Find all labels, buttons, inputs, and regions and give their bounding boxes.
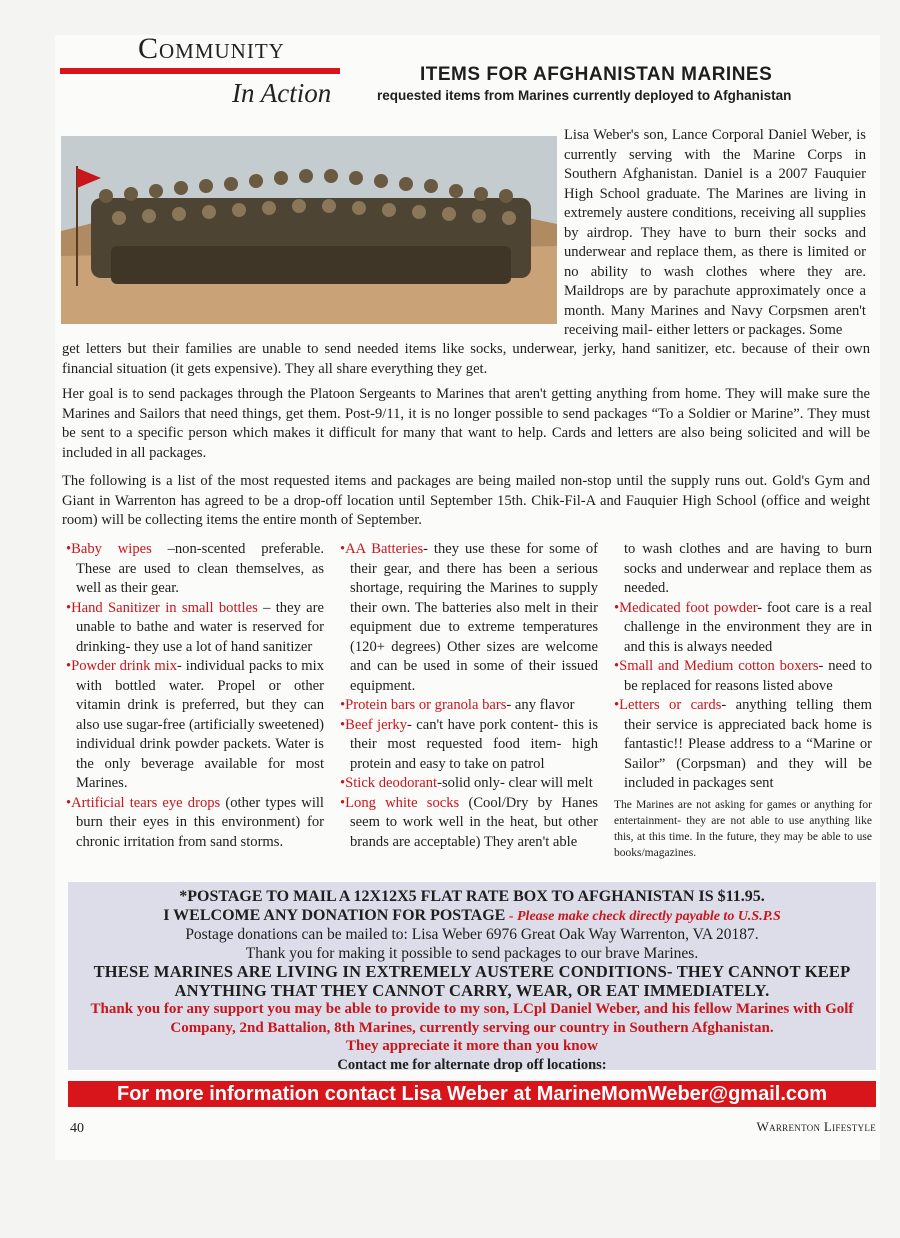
support-thanks: Thank you for any support you may be able to provide to my son, LCpl Daniel Weber, and his fellow Marines with Golf Company, 2nd Battalion, 8th Marines, currently serving our country in Southern Afghanistan. (90, 1001, 854, 1036)
item-desc: - any flavor (506, 697, 575, 713)
article-paragraph-2: Her goal is to send packages through the Platoon Sergeants to Marines that aren't getting anything from home. They will make sure the Marines and Sailors that need things, get them. Post-9/11, it is no longer possible to send packages “To a Soldier or Marine”. They must be sent to a specific person which makes it difficult for many that want to help. Cards and letters are also being solicited and will be included in all packages. (62, 386, 870, 461)
item-desc: –non-scented preferable. These are used to clean themselves, as well as their gear. (76, 541, 324, 596)
article-headline: ITEMS FOR AFGHANISTAN MARINES (420, 64, 773, 85)
item-desc: - need to be replaced for reasons listed above (624, 658, 872, 694)
items-column-3 (614, 540, 872, 861)
alternate-dropoff-line: Contact me for alternate drop off locations: (337, 1056, 607, 1073)
item-desc: - they use these for some of their gear, and there has been a serious shortage, requiring the Marines to supply their own. The batteries also melt in their equipment due to extreme temperatures (120+ degrees) Other sizes are welcome and can be used in some of their issued equipment. (350, 541, 599, 694)
section-subtitle: In Action (232, 78, 332, 108)
item-name: •Stick deodorant (340, 775, 438, 791)
item-name: •Beef jerky (340, 716, 408, 733)
list-item (340, 774, 598, 794)
photo-illustration (61, 136, 557, 324)
marines-group-photo (61, 136, 557, 324)
item-name: •Long white socks (340, 794, 460, 811)
austere-conditions-notice: THESE MARINES ARE LIVING IN EXTREMELY AUSTERE CONDITIONS- THEY CANNOT KEEP ANYTHING THAT THEY CANNOT CARRY, WEAR, OR EAT IMMEDIATELY. (93, 962, 851, 1000)
item-desc: (other types will burn their eyes in this environment) for chronic irritation from sand storms. (76, 794, 324, 850)
section-rule (60, 68, 340, 74)
appreciation-line: They appreciate it more than you know (346, 1038, 598, 1054)
item-desc: - foot care is a real challenge in the environment they are in and this is always needed (624, 599, 873, 655)
item-name: •Baby wipes (66, 541, 152, 557)
article-intro: Lisa Weber's son, Lance Corporal Daniel Weber, is currently serving with the Marine Corps in Southern Afghanistan. Daniel is a 2007 Fauquier High School graduate. The Marines are living in extremely austere conditions, receiving all supplies by airdrop. They have to burn their socks and underwear and replace them, as there is limited or no ability to wash clothes where they are. Maildrops are by parachute approximately once a month. Many Marines and Navy Corpsmen aren't receiving mail- either letters or packages. Some (564, 127, 866, 338)
section-title: Community (138, 32, 285, 65)
list-item (340, 794, 598, 853)
postage-address: Postage donations can be mailed to: Lisa Weber 6976 Great Oak Way Warrenton, VA 20187. (185, 926, 759, 943)
item-desc: - anything telling them their service is appreciated back home is fantastic!! Please address to a “Marine or Sailor” (Corpsman) and they will be included in packages sent (624, 697, 872, 791)
item-desc: - can't have pork content- this is their most requested food item- high protein and easy to take on patrol (350, 716, 599, 772)
item-desc: (Cool/Dry by Hanes seem to work well in the heat, but other brands are acceptable) They aren't able (350, 794, 598, 850)
item-name: •Letters or cards (614, 697, 722, 713)
entertainment-note: The Marines are not asking for games or anything for entertainment- they are not able to use anything like this, at this time. In the future, they may be able to use books/magazines. (614, 798, 872, 859)
item-name: •Small and Medium cotton boxers (614, 658, 819, 674)
item-name: •Artificial tears eye drops (66, 794, 221, 811)
page-number: 40 (70, 1121, 84, 1136)
item-desc: - individual packs to mix with bottled water. Propel or other vitamin drink is preferred, but they can also use sugar-free (artificially sweetened) individual drink powder packets. Water is the only beverage available for most Marines. (76, 658, 324, 791)
list-item (614, 599, 872, 658)
item-desc: -solid only- clear will melt (437, 775, 593, 791)
article-subheadline: requested items from Marines currently deployed to Afghanistan (377, 88, 792, 103)
item-name: •Medicated foot powder (614, 599, 758, 616)
postage-thanks: Thank you for making it possible to send packages to our brave Marines. (245, 944, 699, 962)
postage-line-2: I WELCOME ANY DONATION FOR POSTAGE - Please make check directly payable to U.S.P.S (163, 906, 781, 924)
list-item (66, 599, 324, 658)
item-name: •Powder drink mix (66, 658, 178, 674)
postage-box (68, 882, 876, 1073)
postage-line-1: *POSTAGE TO MAIL A 12X12X5 FLAT RATE BOX TO AFGHANISTAN IS $11.95. (179, 888, 765, 905)
list-item (614, 696, 872, 794)
article-paragraph-3: The following is a list of the most requested items and packages are being mailed non-stop until the supply runs out. Gold's Gym and Giant in Warrenton has agreed to be a drop-off location until September 15th. Chik-Fil-A and Fauquier High School (office and weight room) will be collecting items the entire month of September. (62, 473, 870, 528)
article-intro-continued: get letters but their families are unable to send needed items like socks, underwear, jerky, hand sanitizer, etc. because of their own financial situation (it gets expensive). They all share everything they get. (62, 341, 870, 377)
item-desc: to wash clothes and are having to burn socks and underwear and replace them as needed. (624, 541, 872, 596)
list-item (66, 540, 324, 599)
list-item (340, 540, 598, 696)
list-item (340, 716, 598, 775)
list-item (66, 657, 324, 794)
list-item (340, 696, 598, 716)
magazine-name: Warrenton Lifestyle (756, 1119, 876, 1134)
list-item (66, 794, 324, 853)
item-name: •AA Batteries (340, 541, 424, 557)
list-item (614, 657, 872, 696)
items-column-2 (340, 540, 598, 852)
item-name: •Hand Sanitizer in small bottles (66, 599, 258, 616)
item-name: •Protein bars or granola bars (340, 697, 507, 713)
contact-banner: For more information contact Lisa Weber at MarineMomWeber@gmail.com (68, 1081, 876, 1107)
list-item-continued (614, 540, 872, 599)
items-column-1 (66, 540, 324, 852)
item-desc: – they are unable to bathe and water is reserved for drinking- they use a lot of hand sanitizer (76, 599, 324, 655)
